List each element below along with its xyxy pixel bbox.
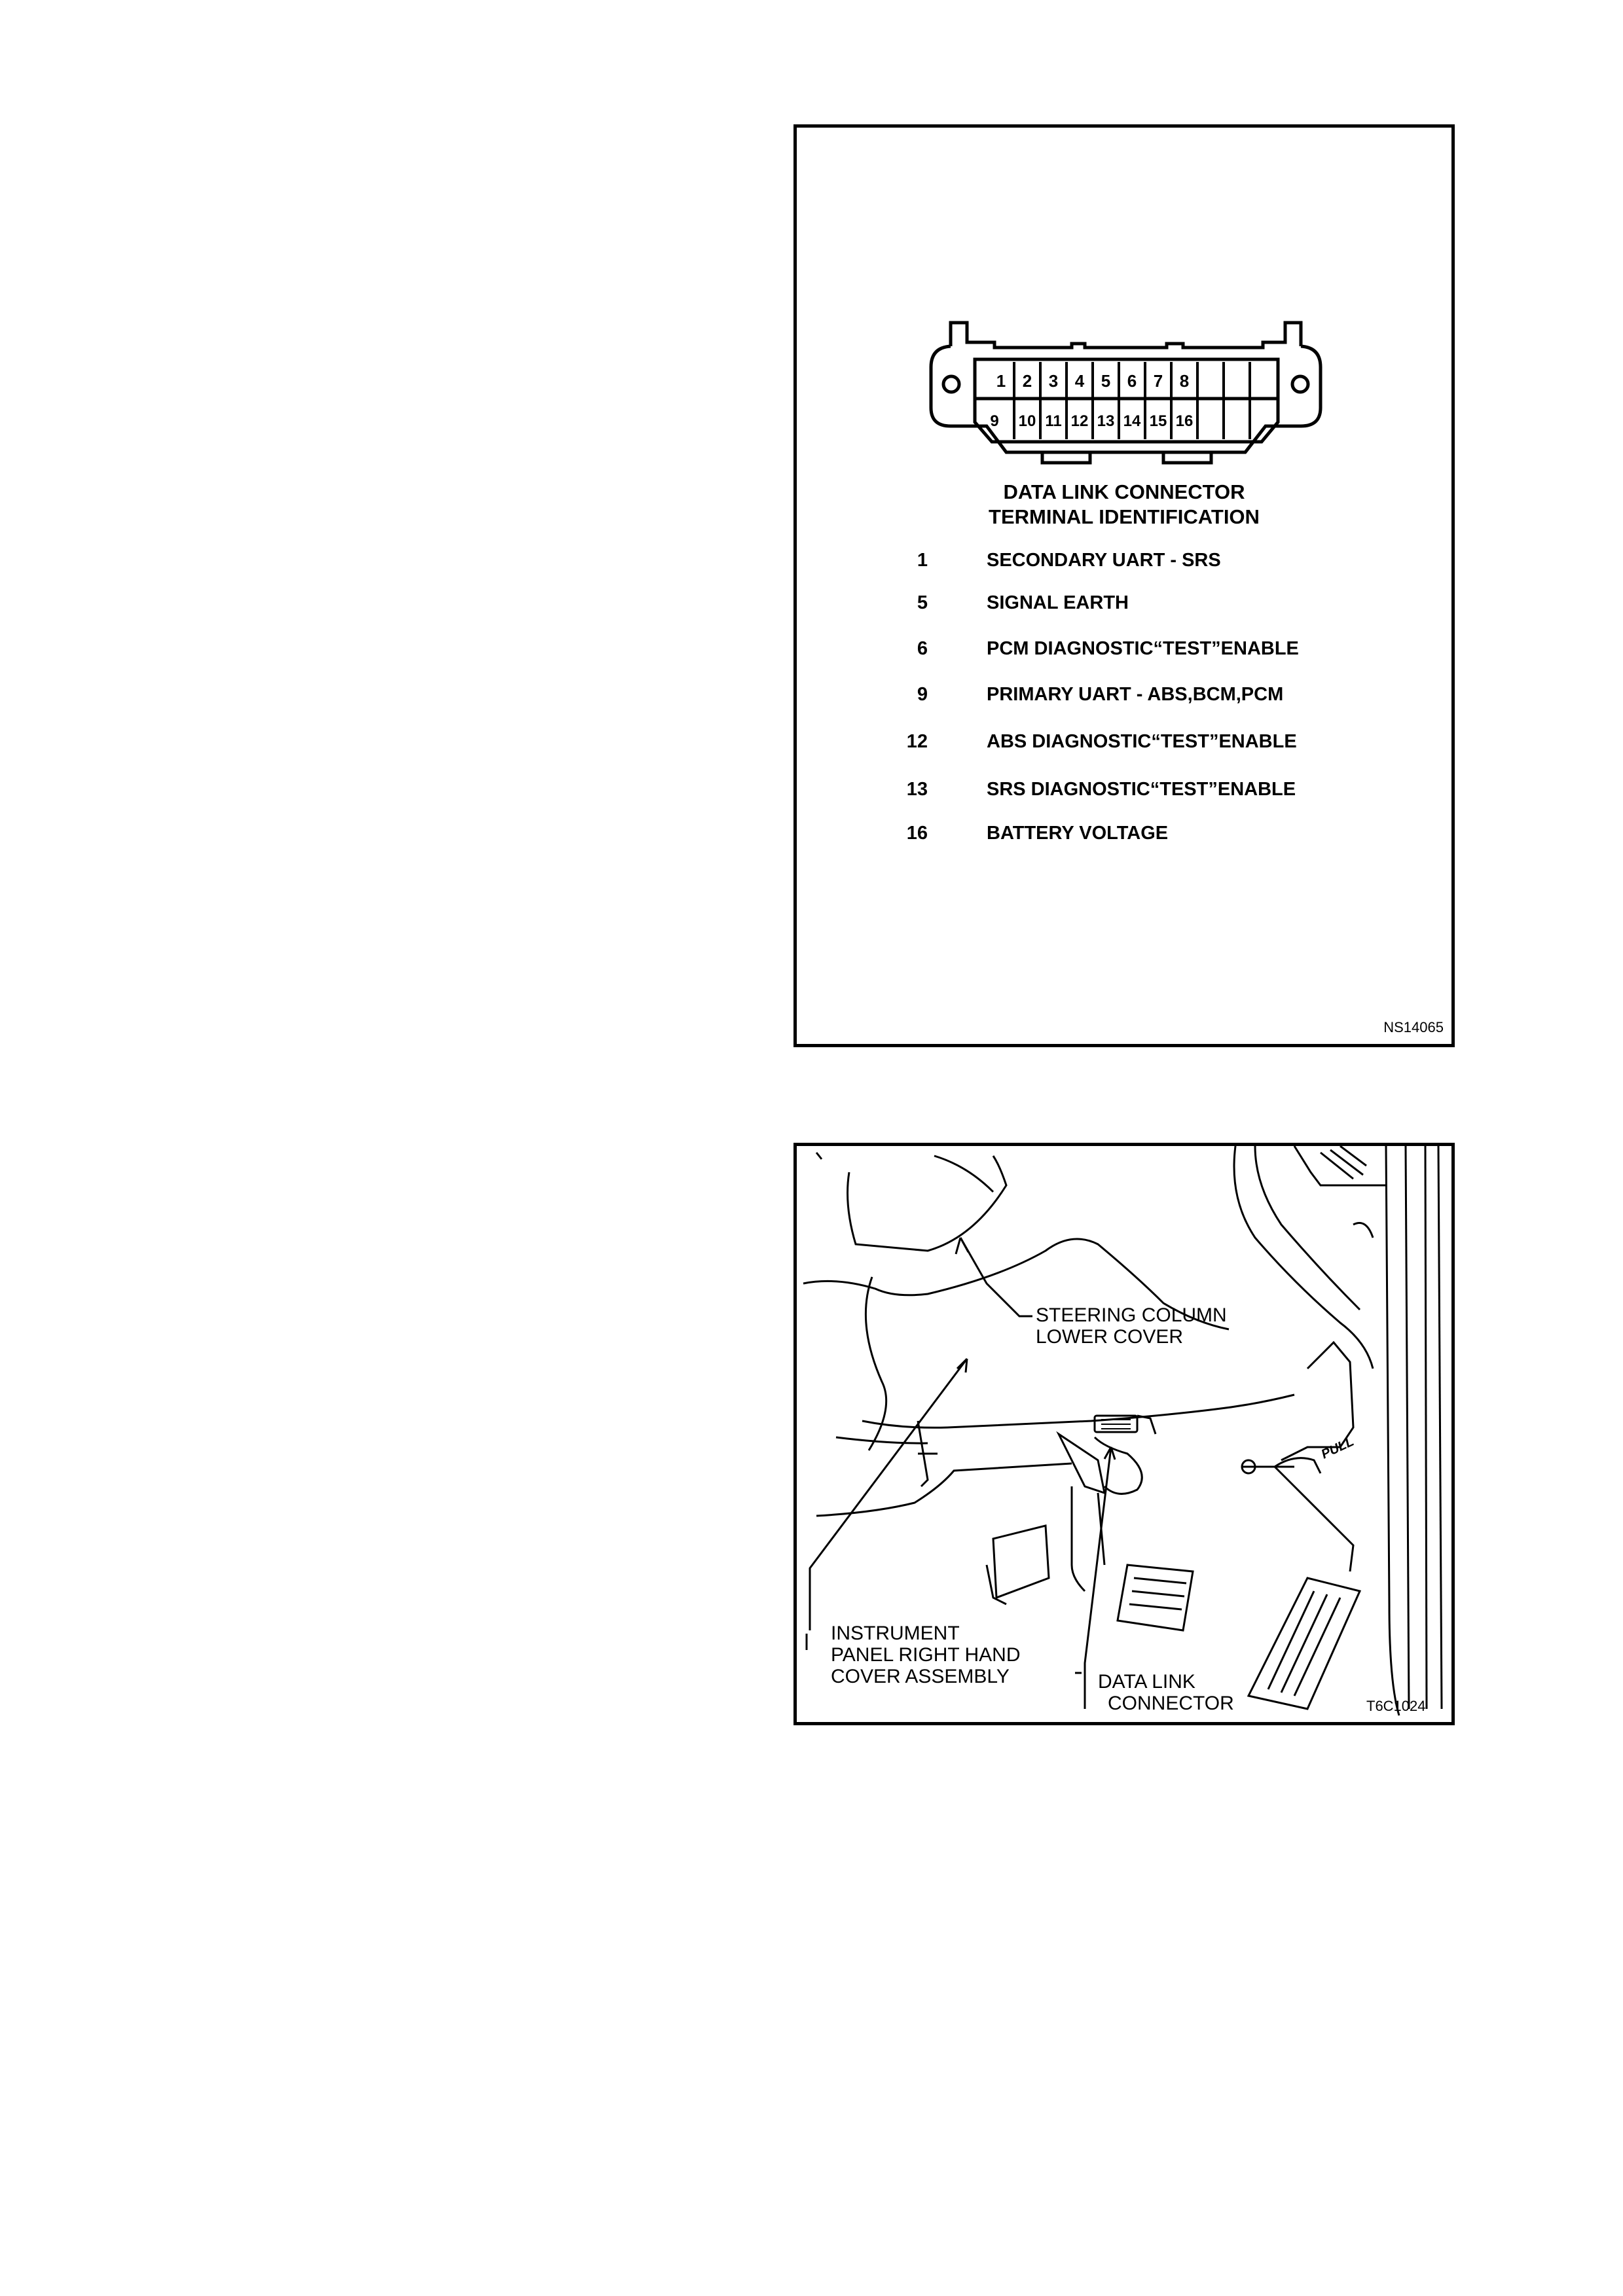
terminal-description: SIGNAL EARTH	[987, 592, 1129, 613]
callout-panel-line3: COVER ASSEMBLY	[831, 1666, 1010, 1687]
terminal-description: PCM DIAGNOSTIC“TEST”ENABLE	[987, 638, 1299, 659]
pin-label: 15	[1149, 412, 1167, 430]
pin-label: 6	[1127, 371, 1137, 391]
callout-steering-line1: STEERING COLUMN	[1036, 1304, 1227, 1326]
terminal-number: 13	[906, 779, 928, 800]
terminal-number: 1	[917, 550, 928, 571]
terminal-description: SECONDARY UART - SRS	[987, 550, 1221, 571]
pin-label: 3	[1048, 371, 1059, 391]
pin-label: 10	[1018, 412, 1036, 430]
terminal-row	[797, 638, 1451, 664]
foot-rest	[993, 1526, 1049, 1598]
pin-label: 5	[1101, 371, 1111, 391]
callout-panel-line2: PANEL RIGHT HAND	[831, 1644, 1021, 1666]
pin-label: 1	[996, 371, 1006, 391]
dlc-connector-drawing	[797, 128, 1451, 1044]
steering-column-cover	[848, 1156, 1006, 1251]
dlc-terminal-figure	[793, 124, 1455, 1047]
callout-steering-line2: LOWER COVER	[1036, 1326, 1184, 1348]
pin-label: 16	[1175, 412, 1194, 430]
terminal-number: 12	[906, 731, 928, 752]
callout-dlc-line2: CONNECTOR	[1108, 1693, 1234, 1714]
terminal-description: PRIMARY UART - ABS,BCM,PCM	[987, 684, 1284, 705]
brake-pedal	[1118, 1565, 1193, 1630]
terminal-number: 9	[917, 684, 928, 705]
pin-label: 8	[1179, 371, 1190, 391]
terminal-number: 16	[906, 823, 928, 844]
pin-label: 4	[1074, 371, 1085, 391]
figure-title-line1: DATA LINK CONNECTOR	[1003, 480, 1245, 503]
pin-label: 2	[1022, 371, 1032, 391]
pin-label: 13	[1097, 412, 1115, 430]
figure-id: T6C1024	[1366, 1698, 1426, 1714]
callout-dlc-line1: DATA LINK	[1098, 1671, 1195, 1693]
pin-label: 11	[1045, 412, 1062, 430]
pin-label: 12	[1070, 412, 1089, 430]
terminal-row	[797, 779, 1451, 805]
terminal-number: 5	[917, 592, 928, 613]
terminal-row	[797, 684, 1451, 710]
terminal-description: BATTERY VOLTAGE	[987, 823, 1169, 844]
terminal-row	[797, 550, 1451, 576]
dlc-location-figure	[793, 1143, 1455, 1725]
pull-label: PULL	[1319, 1434, 1357, 1462]
pin-label: 9	[990, 412, 999, 430]
terminal-description: ABS DIAGNOSTIC“TEST”ENABLE	[987, 731, 1297, 752]
figure-title-line2: TERMINAL IDENTIFICATION	[989, 505, 1260, 528]
callout-panel-line1: INSTRUMENT	[831, 1623, 960, 1644]
pin-label: 14	[1123, 412, 1141, 430]
terminal-row	[797, 823, 1451, 849]
terminal-number: 6	[917, 638, 928, 659]
figure-id: NS14065	[1383, 1019, 1444, 1035]
terminal-row	[797, 592, 1451, 619]
terminal-description: SRS DIAGNOSTIC“TEST”ENABLE	[987, 779, 1296, 800]
pin-label: 7	[1153, 371, 1163, 391]
terminal-row	[797, 731, 1451, 757]
